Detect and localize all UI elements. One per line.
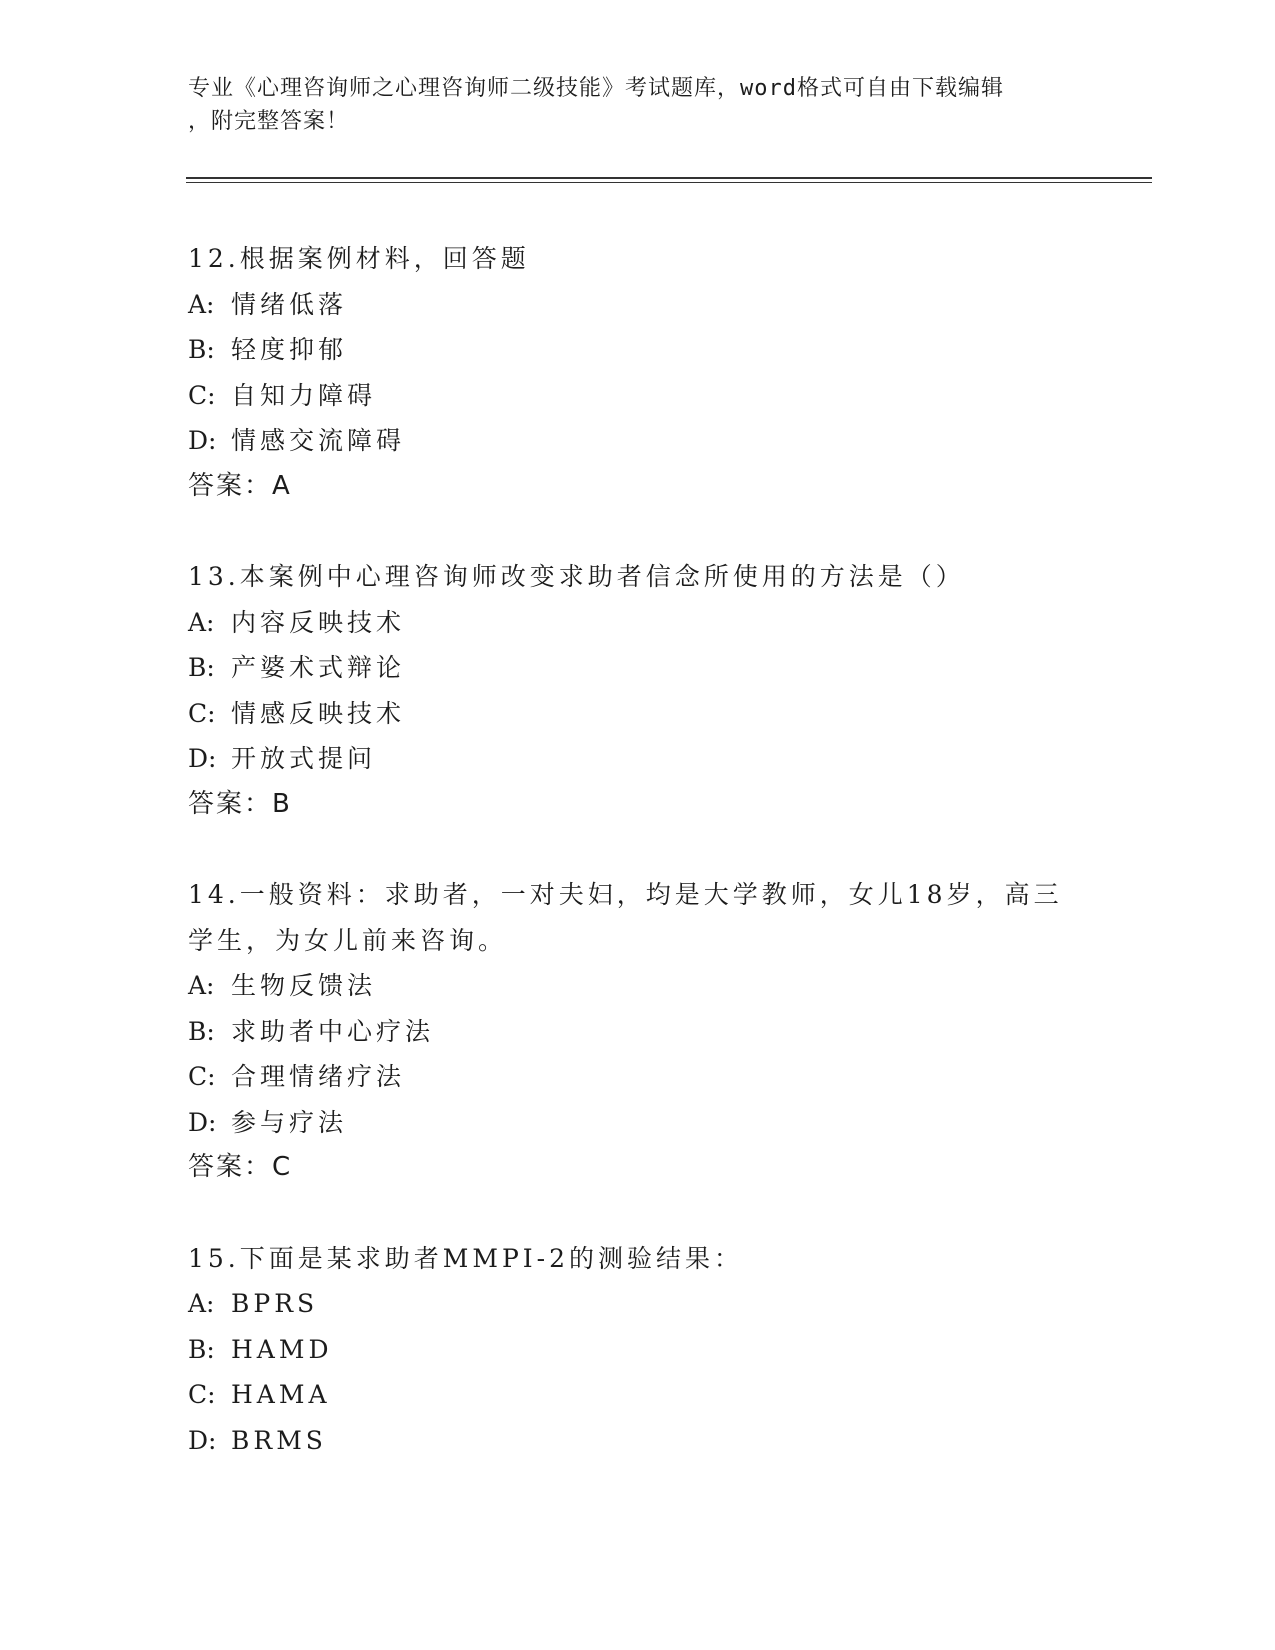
option-text: 产婆术式辩论 xyxy=(231,653,406,682)
option-letter: C: xyxy=(188,380,216,410)
option-letter: A: xyxy=(188,289,215,319)
document-header xyxy=(188,72,1068,138)
option-a xyxy=(188,963,1088,1009)
question-list xyxy=(188,236,1088,1463)
option-d xyxy=(188,418,1088,464)
option-text: BPRS xyxy=(231,1289,319,1318)
option-letter: D: xyxy=(188,426,217,455)
option-d xyxy=(188,1100,1088,1146)
option-text: 求助者中心疗法 xyxy=(231,1016,435,1046)
header-line-2: ，附完整答案！ xyxy=(188,109,350,134)
option-text: 情绪低落 xyxy=(231,289,348,319)
option-text: 参与疗法 xyxy=(231,1107,348,1137)
option-text: HAMA xyxy=(231,1380,331,1409)
option-text: 情感交流障碍 xyxy=(231,426,406,455)
option-text: 生物反馈法 xyxy=(231,971,377,1000)
option-a xyxy=(188,282,1088,328)
option-letter: D: xyxy=(188,1107,217,1137)
option-c xyxy=(188,1372,1088,1418)
question-14 xyxy=(188,872,1088,1191)
option-text: 开放式提问 xyxy=(231,744,377,773)
option-d xyxy=(188,736,1088,782)
option-a xyxy=(188,600,1088,646)
option-text: HAMD xyxy=(231,1334,333,1364)
option-letter: A: xyxy=(188,1289,215,1318)
option-b xyxy=(188,1327,1088,1373)
option-letter: D: xyxy=(188,1425,217,1455)
option-letter: A: xyxy=(188,971,215,1000)
option-text: 自知力障碍 xyxy=(231,380,377,410)
option-letter: B: xyxy=(188,1016,215,1046)
question-13 xyxy=(188,554,1088,827)
option-b xyxy=(188,327,1088,373)
option-letter: C: xyxy=(188,1380,216,1409)
option-text: 轻度抑郁 xyxy=(231,335,348,364)
question-stem: 15.下面是某求助者MMPI-2的测验结果： xyxy=(188,1243,744,1273)
header-divider-thin xyxy=(186,182,1152,183)
option-b xyxy=(188,1009,1088,1055)
option-letter: A: xyxy=(188,607,215,637)
option-letter: B: xyxy=(188,653,215,682)
option-text: BRMS xyxy=(231,1425,327,1455)
answer-line: 答案：C xyxy=(188,1152,293,1182)
answer-line: 答案：B xyxy=(188,788,292,819)
question-stem: 14.一般资料：求助者，一对夫妇，均是大学教师，女儿18岁，高三 xyxy=(188,880,1063,909)
option-text: 内容反映技术 xyxy=(231,607,406,637)
option-letter: D: xyxy=(188,744,217,773)
question-stem: 12.根据案例材料，回答题 xyxy=(188,244,530,273)
question-15 xyxy=(188,1236,1088,1464)
question-stem-continued: 学生，为女儿前来咨询。 xyxy=(188,925,508,955)
header-divider-thick xyxy=(186,177,1152,179)
option-letter: B: xyxy=(188,1334,215,1364)
answer-line: 答案：A xyxy=(188,470,292,501)
option-letter: B: xyxy=(188,335,215,364)
option-b xyxy=(188,645,1088,691)
question-stem: 13.本案例中心理咨询师改变求助者信念所使用的方法是（） xyxy=(188,562,965,591)
option-d xyxy=(188,1418,1088,1464)
option-letter: C: xyxy=(188,1062,216,1091)
option-text: 合理情绪疗法 xyxy=(231,1062,406,1091)
header-line-1: 专业《心理咨询师之心理咨询师二级技能》考试题库，word格式可自由下载编辑 xyxy=(188,76,1004,101)
option-c xyxy=(188,691,1088,737)
option-c xyxy=(188,373,1088,419)
option-letter: C: xyxy=(188,698,216,728)
option-a xyxy=(188,1281,1088,1327)
option-c xyxy=(188,1054,1088,1100)
question-12 xyxy=(188,236,1088,509)
option-text: 情感反映技术 xyxy=(231,698,406,728)
